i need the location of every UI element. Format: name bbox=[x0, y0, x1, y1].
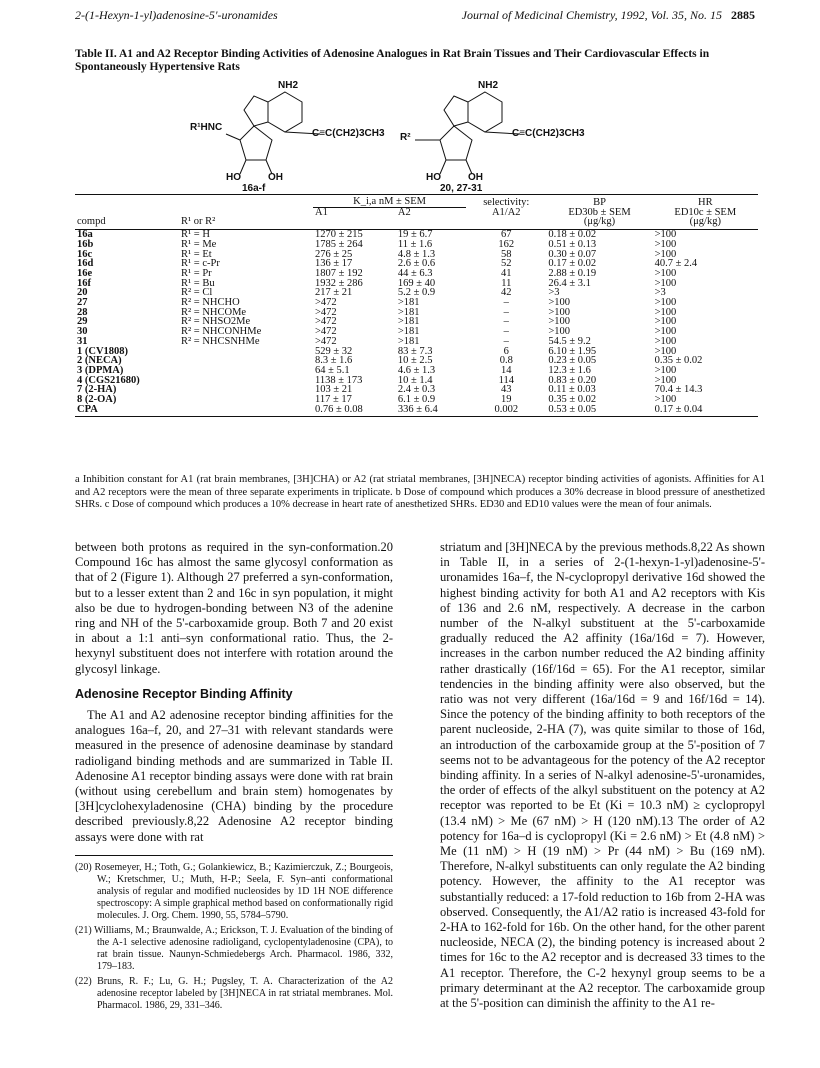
left-paragraph-2: The A1 and A2 adenosine receptor binding affinities for the analogues 16a–f, 20, and 27–31 with relevant standards were measured in the presence of adenosine deaminase by standard radioligand binding methods and are summarized in Table II. Adenosine A1 receptor binding assays were done with rat brain (without using cerebellum and brain stem) homogenates by [3H]cyclohexyladenosine (CHA) binding by the procedure described previously.8,22 Adenosine A2 receptor binding assays were done with rat bbox=[75, 708, 393, 844]
table-cell-bp: 2.88 ± 0.19 bbox=[548, 267, 597, 279]
table-cell-hr: >100 bbox=[654, 394, 677, 406]
table-cell-sel: 41 bbox=[501, 267, 512, 279]
table-cell-bp: 0.30 ± 0.07 bbox=[548, 248, 597, 260]
table-cell-compd: 16d bbox=[77, 258, 94, 270]
table-cell-r: R² = NHSO2Me bbox=[181, 316, 251, 328]
table-cell-bp: >100 bbox=[548, 316, 571, 328]
table-cell-a1: 1785 ± 264 bbox=[315, 238, 363, 250]
table-cell-sel: – bbox=[503, 316, 509, 328]
table-body bbox=[75, 230, 758, 417]
binding-activity-table bbox=[75, 194, 758, 417]
table-cell-r: R¹ = Bu bbox=[181, 277, 215, 289]
table-cell-compd: 1 (CV1808) bbox=[77, 345, 129, 357]
table-cell-hr: >100 bbox=[654, 248, 677, 260]
table-cell-compd: 30 bbox=[77, 326, 88, 338]
table-cell-r: R² = Cl bbox=[181, 287, 213, 299]
table-cell-compd: 16b bbox=[77, 238, 94, 250]
table-cell-bp: >100 bbox=[548, 297, 571, 309]
reference-21: (21) Williams, M.; Braunwalde, A.; Erickson, T. J. Evaluation of the binding of the A-1 selective adenosine radioligand, cyclopentyladenosine (CPA), to rat brain tissue. Naunyn-Schmiedebergs Arch. Pharmacol. 1986, 332, 179–183. bbox=[75, 925, 393, 972]
table-cell-bp: >100 bbox=[548, 326, 571, 338]
table-cell-hr: 40.7 ± 2.4 bbox=[654, 258, 698, 270]
table-cell-sel: 52 bbox=[501, 258, 512, 270]
right-column bbox=[440, 540, 765, 1011]
right-nh2-label: NH2 bbox=[478, 80, 499, 91]
table-cell-a2: 5.2 ± 0.9 bbox=[397, 287, 436, 299]
table-cell-a1: 1932 ± 286 bbox=[315, 277, 363, 289]
table-cell-a1: >472 bbox=[315, 326, 337, 338]
table-cell-compd: 8 (2-OA) bbox=[77, 394, 117, 406]
table-cell-a2: >181 bbox=[397, 335, 420, 347]
references-rule bbox=[75, 855, 393, 856]
table-cell-hr: >100 bbox=[654, 267, 677, 279]
table-cell-a1: 1270 ± 215 bbox=[315, 229, 363, 241]
table-cell-sel: 42 bbox=[501, 287, 512, 299]
table-cell-a2: 4.6 ± 1.3 bbox=[397, 364, 436, 376]
table-footnote: a Inhibition constant for A1 (rat brain membranes, [3H]CHA) or A2 (rat striatal membranes, [3H]NECA) receptor binding activities of agonists. Affinities for A1 and A2 receptors were the mean of three separate experiments in triplicate. b Dose of compound which produces a 30% decrease in blood pressure of anesthetized SHRs. c Dose of compound which produces a 10% decrease in heart rate of anesthetized SHRs. ED30 and ED10 values were the mean of four animals. bbox=[75, 474, 765, 510]
table-cell-compd: CPA bbox=[75, 405, 179, 417]
table-cell-r: R² = NHCOMe bbox=[181, 306, 247, 318]
table-cell-a1: 136 ± 17 bbox=[315, 258, 353, 270]
right-oh-label: OH bbox=[468, 172, 483, 183]
table-cell-a1: >472 bbox=[315, 297, 337, 309]
table-cell-a2: 6.1 ± 0.9 bbox=[397, 394, 436, 406]
bp-header: BP bbox=[546, 195, 652, 208]
table-cell-hr: >100 bbox=[654, 316, 677, 328]
right-structure-label: 20, 27-31 bbox=[440, 183, 483, 194]
table-cell-bp: 54.5 ± 9.2 bbox=[548, 335, 591, 347]
table-cell-r: R² = NHCONHMe bbox=[181, 326, 262, 338]
table-cell-hr: >3 bbox=[654, 287, 666, 299]
table-cell-bp: >3 bbox=[548, 287, 560, 299]
table-cell-r bbox=[179, 405, 313, 417]
table-cell-compd: 28 bbox=[77, 306, 88, 318]
left-structure-label: 16a-f bbox=[242, 183, 266, 194]
table-cell-r: R¹ = Pr bbox=[181, 267, 212, 279]
table-cell-a2: 2.6 ± 0.6 bbox=[397, 258, 436, 270]
rgroup-header: R¹ or R² bbox=[179, 217, 313, 229]
table-cell-sel: 11 bbox=[501, 277, 512, 289]
right-r2-label: R² bbox=[400, 132, 411, 143]
selectivity-header: selectivity: bbox=[466, 195, 546, 208]
table-cell-a1: >472 bbox=[315, 316, 337, 328]
table-cell-a2: 10 ± 2.5 bbox=[397, 355, 433, 367]
hr-unit-header: (μg/kg) bbox=[653, 217, 758, 229]
table-cell-bp: 0.11 ± 0.03 bbox=[548, 384, 596, 396]
a2-header: A2 bbox=[397, 206, 411, 218]
table-cell-r bbox=[179, 366, 313, 376]
table-cell-sel: 14 bbox=[501, 364, 512, 376]
table-cell-bp: >100 bbox=[548, 306, 571, 318]
section-heading: Adenosine Receptor Binding Affinity bbox=[75, 686, 293, 701]
table-cell-hr: >100 bbox=[654, 364, 677, 376]
table-cell-hr: 0.35 ± 0.02 bbox=[654, 355, 703, 367]
table-cell-a1: 217 ± 21 bbox=[315, 287, 353, 299]
table-cell-hr: >100 bbox=[654, 345, 677, 357]
table-cell-a2: 2.4 ± 0.3 bbox=[397, 384, 436, 396]
page-number: 2885 bbox=[731, 8, 755, 22]
table-cell-hr: >100 bbox=[654, 326, 677, 338]
table-cell-a1: >472 bbox=[315, 335, 337, 347]
table-cell-hr: >100 bbox=[654, 297, 677, 309]
references bbox=[75, 855, 393, 1015]
table-cell-sel: 58 bbox=[501, 248, 512, 260]
table-cell-a1: 64 ± 5.1 bbox=[315, 364, 350, 376]
table-cell-sel: – bbox=[503, 297, 509, 309]
table-cell-hr: >100 bbox=[654, 335, 677, 347]
left-column bbox=[75, 540, 393, 845]
table-cell-a1: 0.76 ± 0.08 bbox=[313, 405, 396, 417]
ed10-header: ED10c ± SEM bbox=[674, 206, 737, 218]
left-alkyne-label: C≡C(CH2)3CH3 bbox=[312, 128, 385, 139]
table-cell-a2: 336 ± 6.4 bbox=[396, 405, 466, 417]
table-cell-compd: 16e bbox=[77, 267, 93, 279]
table-cell-a1: >472 bbox=[315, 306, 337, 318]
table-cell-sel: 0.8 bbox=[499, 355, 513, 367]
table-cell-hr: 70.4 ± 14.3 bbox=[654, 384, 703, 396]
table-cell-hr: >100 bbox=[654, 306, 677, 318]
table-cell-sel: 43 bbox=[501, 384, 512, 396]
table-cell-bp: 26.4 ± 3.1 bbox=[548, 277, 591, 289]
a1-header: A1 bbox=[315, 206, 328, 218]
reference-20: (20) Rosemeyer, H.; Toth, G.; Golankiewicz, B.; Kazimierczuk, Z.; Bourgeois, W.; Kretschmer, U.; Muth, H-P.; Seela, F. Syn–anti conformational analysis of regular and modified nucleosides by 1D 1H NOE difference spectroscopy: A simple graphical method based on conformationally rigid molecules. J. Org. Chem. 1990, 55, 5784–5790. bbox=[75, 862, 393, 921]
table-cell-a2: >181 bbox=[397, 326, 420, 338]
table-cell-a1: 276 ± 25 bbox=[315, 248, 353, 260]
table-cell-compd: 16f bbox=[77, 277, 91, 289]
table-cell-compd: 20 bbox=[77, 287, 88, 299]
table-cell-r bbox=[179, 347, 313, 357]
table-cell-a2: 11 ± 1.6 bbox=[397, 238, 433, 250]
table-cell-a1: 1807 ± 192 bbox=[315, 267, 363, 279]
table-cell-sel: – bbox=[503, 326, 509, 338]
left-nh2-label: NH2 bbox=[278, 80, 299, 91]
compd-header: compd bbox=[75, 217, 179, 229]
table-cell-r bbox=[179, 376, 313, 386]
table-cell-r: R² = NHCSNHMe bbox=[181, 335, 260, 347]
reference-22: (22) Bruns, R. F.; Lu, G. H.; Pugsley, T. A. Characterization of the A2 adenosine receptor labeled by [3H]NECA in rat striatal membranes. Mol. Pharmacol. 1986, 29, 331–346. bbox=[75, 976, 393, 1011]
left-paragraph-1: between both protons as required in the syn-conformation.20 Compound 16c has almost the same glycosyl conformation as that of 2 (Figure 1). Although 27 preferred a syn-conformation, but to a lesser extent than 2 and 16c in syn population, it might also be due to hydrogen-bonding between N3 of the adenine ring and NH of the 5'-carboxamide group. Both 7 and 20 exist in about a 1:1 anti–syn conformational ratio. Thus, the 2-hexynyl substituent does not interfere with rotation around the glycosyl linkage. bbox=[75, 540, 393, 676]
table-cell-compd: 29 bbox=[77, 316, 88, 328]
table-cell-a2: >181 bbox=[397, 316, 420, 328]
table-cell-bp: 0.18 ± 0.02 bbox=[548, 229, 597, 241]
left-oh-label: OH bbox=[268, 172, 283, 183]
table-cell-r: R¹ = H bbox=[181, 229, 210, 241]
table-cell-hr: >100 bbox=[654, 277, 677, 289]
table-cell-sel: 162 bbox=[498, 238, 515, 250]
running-title: 2-(1-Hexyn-1-yl)adenosine-5'-uronamides bbox=[75, 8, 278, 22]
table-cell-a2: 44 ± 6.3 bbox=[397, 267, 433, 279]
table-cell-sel: 6 bbox=[503, 345, 509, 357]
table-cell-bp: 0.17 ± 0.02 bbox=[548, 258, 597, 270]
ki-header: K_i,a nM ± SEM bbox=[313, 195, 466, 208]
table-cell-sel: – bbox=[503, 306, 509, 318]
table-cell-sel: 0.002 bbox=[466, 405, 546, 417]
ratio-header: A1/A2 bbox=[491, 206, 521, 218]
journal-name: Journal of Medicinal Chemistry, 1992, Vol. 35, No. 15 bbox=[461, 8, 722, 22]
right-ho-label: HO bbox=[426, 172, 441, 183]
table-cell-compd: 3 (DPMA) bbox=[77, 364, 124, 376]
bp-unit-header: (μg/kg) bbox=[546, 217, 652, 229]
table-caption: Table II. A1 and A2 Receptor Binding Activities of Adenosine Analogues in Rat Brain Tissues and Their Cardiovascular Effects in Spontaneously Hypertensive Rats bbox=[75, 48, 710, 73]
table-cell-a1: 8.3 ± 1.6 bbox=[315, 355, 353, 367]
table-cell-r: R² = NHCHO bbox=[181, 297, 240, 309]
table-cell-r bbox=[179, 356, 313, 366]
table-cell-hr: >100 bbox=[654, 374, 677, 386]
right-alkyne-label: C≡C(CH2)3CH3 bbox=[512, 128, 585, 139]
table-cell-compd: 31 bbox=[77, 335, 88, 347]
table-cell-bp: 12.3 ± 1.6 bbox=[548, 364, 591, 376]
table-cell-a2: 4.8 ± 1.3 bbox=[397, 248, 436, 260]
table-cell-a1: 529 ± 32 bbox=[315, 345, 353, 357]
table-cell-a1: 117 ± 17 bbox=[315, 394, 352, 406]
table-cell-a1: 103 ± 21 bbox=[315, 384, 353, 396]
left-r1-label: R¹HNC bbox=[190, 122, 223, 133]
journal-citation bbox=[462, 8, 755, 23]
table-cell-a2: >181 bbox=[397, 306, 420, 318]
table-cell-r: R¹ = Me bbox=[181, 238, 217, 250]
table-cell-a2: >181 bbox=[397, 297, 420, 309]
left-ho-label: HO bbox=[226, 172, 241, 183]
table-cell-a1: 1138 ± 173 bbox=[315, 374, 363, 386]
table-cell-r: R¹ = c-Pr bbox=[181, 258, 220, 270]
table-cell-a2: 83 ± 7.3 bbox=[397, 345, 433, 357]
table-cell-a2: 19 ± 6.7 bbox=[397, 229, 433, 241]
table-cell-bp: 0.83 ± 0.20 bbox=[548, 374, 597, 386]
table-cell-sel: 67 bbox=[501, 229, 512, 241]
table-cell-a2: 10 ± 1.4 bbox=[397, 374, 433, 386]
table-cell-bp: 6.10 ± 1.95 bbox=[548, 345, 597, 357]
table-cell-bp: 0.35 ± 0.02 bbox=[548, 394, 597, 406]
table-row bbox=[75, 405, 758, 417]
table-cell-compd: 2 (NECA) bbox=[77, 355, 122, 367]
ed30-header: ED30b ± SEM bbox=[568, 206, 631, 218]
table-cell-compd: 4 (CGS21680) bbox=[77, 374, 140, 386]
table-cell-sel: 19 bbox=[501, 394, 512, 406]
table-cell-r bbox=[179, 395, 313, 405]
table-cell-bp: 0.51 ± 0.13 bbox=[548, 238, 597, 250]
table-cell-r: R¹ = Et bbox=[181, 248, 212, 260]
table-cell-hr: 0.17 ± 0.04 bbox=[653, 405, 758, 417]
right-paragraph: striatum and [3H]NECA by the previous methods.8,22 As shown in Table II, in a series of 2-(1-hexyn-1-yl)adenosine-5'-uronamides 16a–f, the N-cyclopropyl derivative 16d showed the highest binding activity for both A1 and A2 receptors with Kis of 136 and 2.6 nM, respectively. A decrease in the carbon number of the N-alkyl substituent at the 5'-carboxamide gradually reduced the A2 affinity (16a/16d = 7). However, increases in the carbon number reduced the A2 binding affinity rather drastically (16f/16d = 65). For the A1 receptor, similar tendencies in the binding affinity were also observed, but the ratio was not very different (16a/16d = 9 and 16f/16d = 14). Since the potency of the binding affinity to both receptors of the parent nucleoside, 2-HA (7), was quite similar to those of 16d, an introduction of the carboxamide group at the 5'-position of 7 seems not to be advantageous for the potency of the A2 receptor binding affinity. In a series of N-alkyl adenosine-5'-uronamides, the order of effects of the alkyl substituent on the potency at A2 receptor was reported to be Et (Ki = 10.3 nM) ≥ cyclopropyl (13.4 nM) > Me (67 nM) > H (120 nM).13 The order of A2 potency for 16a–d is cyclopropyl (Ki = 2.6 nM) > Et (4.8 nM) > Me (11 nM) > H (19 nM) > Pr (44 nM) > Bu (169 nM). Therefore, N-alkyl substituents can only regulate the A2 binding potency. However, the affinity to the A1 receptor was substantially reduced: a 17-fold reduction to 16b from 2-HA was observed. Consequently, the A1/A2 ratio is increased 43-fold for 2-HA to 162-fold for 16b. On the other hand, for the other parent nucleoside, NECA (2), the binding potency is increased about 2 times for 16c to the A2 receptor and is decreased 33 times to the A1 receptor. Therefore, the C-2 hexynyl group seems to be a primary determinant at the A2 receptor. The carboxamide group at the 5'-position can diminish the affinity to the A1 re- bbox=[440, 540, 765, 1011]
table-cell-bp: 0.23 ± 0.05 bbox=[548, 355, 597, 367]
table-cell-compd: 7 (2-HA) bbox=[77, 384, 117, 396]
table-cell-sel: – bbox=[503, 335, 509, 347]
hr-header: HR bbox=[653, 195, 758, 208]
table-cell-bp: 0.53 ± 0.05 bbox=[546, 405, 652, 417]
table-cell-hr: >100 bbox=[654, 229, 677, 241]
table-cell-r bbox=[179, 385, 313, 395]
table-cell-compd: 16c bbox=[77, 248, 93, 260]
table-cell-compd: 27 bbox=[77, 297, 88, 309]
table-cell-hr: >100 bbox=[654, 238, 677, 250]
table-cell-sel: 114 bbox=[498, 374, 514, 386]
table-cell-a2: 169 ± 40 bbox=[397, 277, 436, 289]
table-cell-compd: 16a bbox=[77, 229, 93, 241]
chemical-structures bbox=[190, 80, 610, 194]
